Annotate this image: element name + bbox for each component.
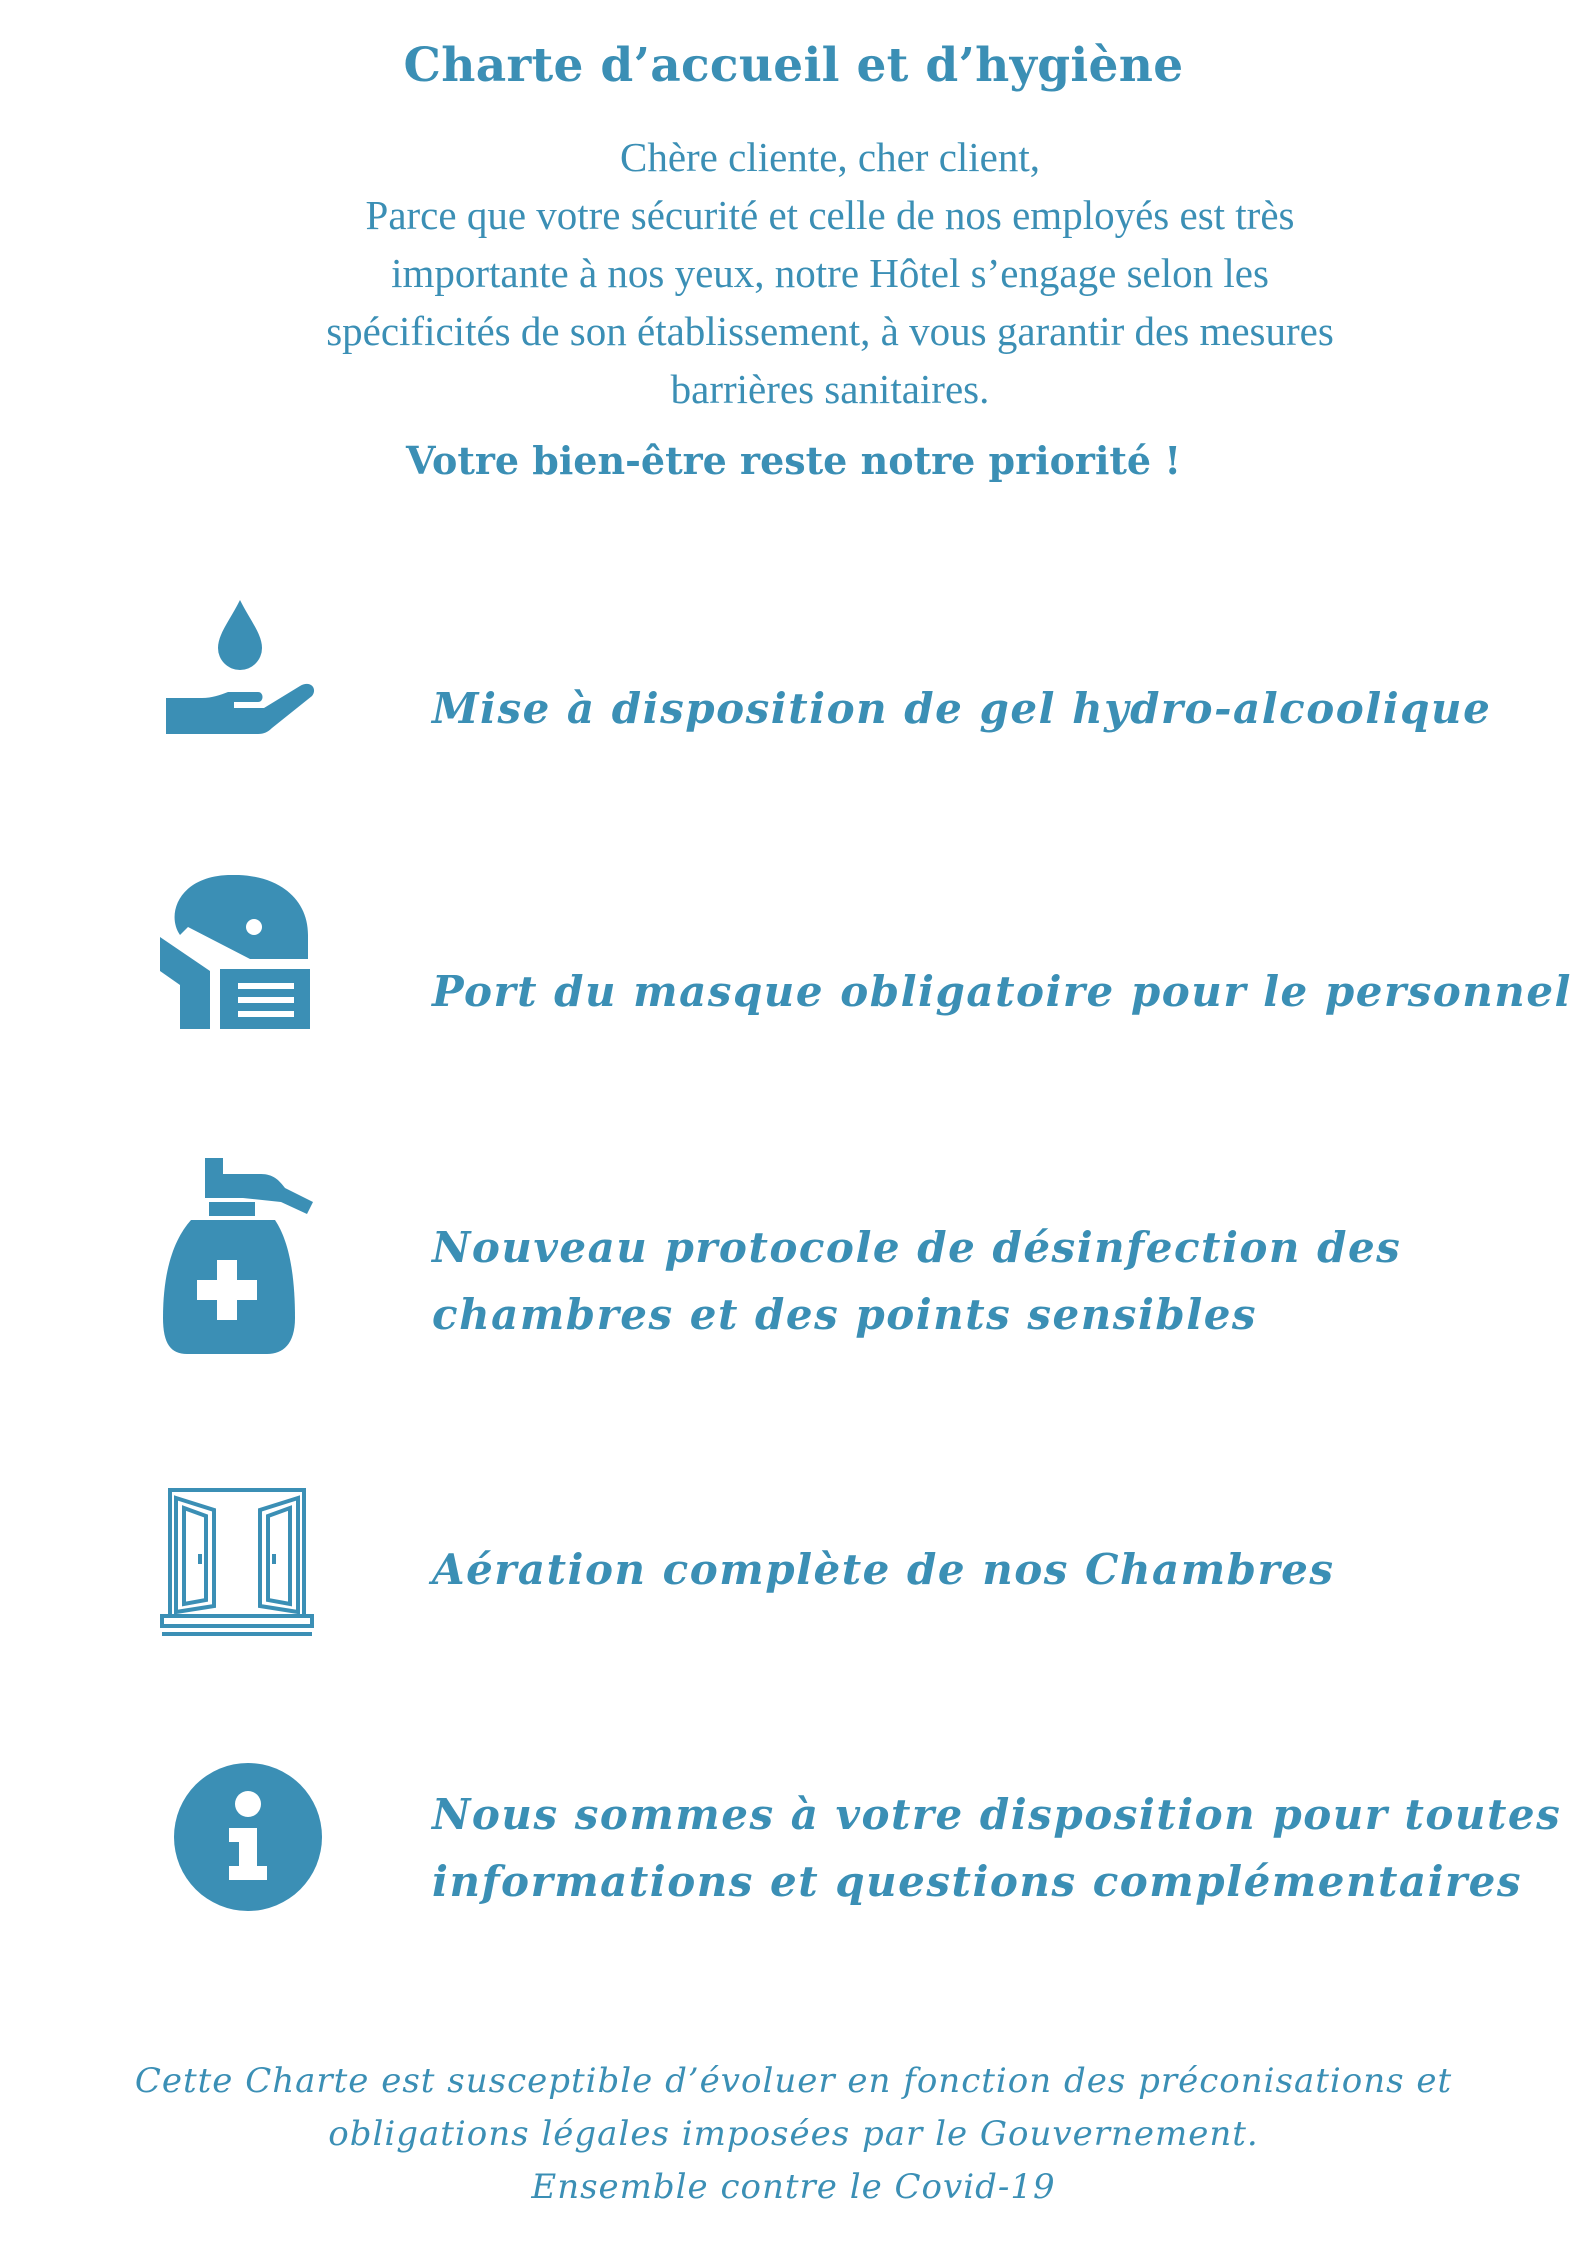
charter-item-line: informations et questions complémentaires bbox=[432, 1857, 1523, 1906]
footer-line: Cette Charte est susceptible d’évoluer en fonction des préconisations et bbox=[134, 2061, 1453, 2101]
charter-item-line: Aération complète de nos Chambres bbox=[432, 1545, 1335, 1594]
charter-item-line: Port du masque obligatoire pour le personnel bbox=[432, 967, 1572, 1016]
intro-line: barrières sanitaires. bbox=[670, 366, 990, 412]
intro-line: spécificités de son établissement, à vous garantir des mesures bbox=[326, 308, 1334, 354]
hand-sanitizer-drop-icon bbox=[160, 598, 320, 738]
charter-item-line: Mise à disposition de gel hydro-alcoolique bbox=[432, 684, 1492, 733]
intro-line: Parce que votre sécurité et celle de nos employés est très bbox=[365, 192, 1295, 238]
intro-line: Chère cliente, cher client, bbox=[619, 134, 1041, 180]
open-window-icon bbox=[160, 1488, 314, 1640]
info-icon bbox=[173, 1762, 323, 1912]
footer-line: Ensemble contre le Covid-19 bbox=[531, 2167, 1056, 2207]
intro-line: importante à nos yeux, notre Hôtel s’engage selon les bbox=[391, 250, 1269, 296]
charter-item-text bbox=[432, 1214, 1401, 1348]
charter-item-text bbox=[432, 675, 1491, 742]
disinfectant-bottle-icon bbox=[163, 1158, 323, 1358]
charter-item-line: Nous sommes à votre disposition pour toutes bbox=[432, 1790, 1562, 1839]
charter-item-line: chambres et des points sensibles bbox=[432, 1290, 1258, 1339]
page-title: Charte d’accueil et d’hygiène bbox=[403, 38, 1184, 93]
footer-note bbox=[0, 2055, 1587, 2214]
charter-item-text bbox=[432, 1781, 1561, 1915]
footer-line: obligations légales imposées par le Gouvernement. bbox=[328, 2114, 1259, 2154]
charter-item-text bbox=[432, 1536, 1335, 1603]
intro-paragraph bbox=[200, 128, 1460, 418]
tagline: Votre bien-être reste notre priorité ! bbox=[405, 438, 1182, 483]
charter-item-line: Nouveau protocole de désinfection des bbox=[432, 1223, 1402, 1272]
face-mask-icon bbox=[158, 875, 318, 1030]
charter-item-text bbox=[432, 958, 1572, 1025]
